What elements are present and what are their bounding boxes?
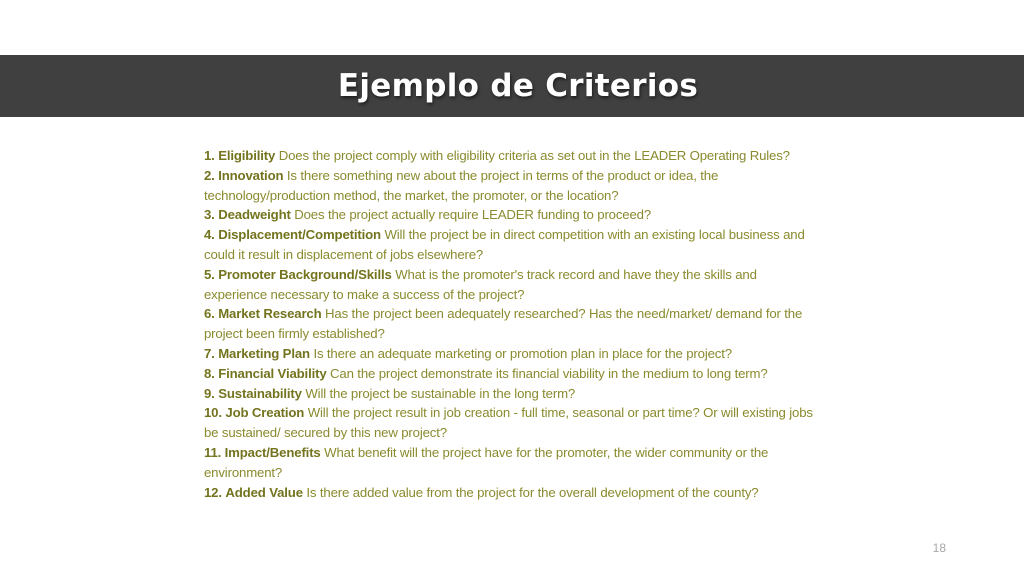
criterion-item	[204, 403, 814, 443]
slide-title: Ejemplo de Criterios	[337, 68, 699, 104]
criterion-number: 10.	[204, 405, 222, 421]
title-bar	[0, 55, 1024, 117]
criterion-heading: Marketing Plan	[218, 345, 310, 361]
criterion-text: Is there something new about the project in terms of the product or idea, the technology/production method, the market, the promoter, or the location?	[204, 167, 719, 203]
criterion-number: 12.	[204, 484, 222, 500]
criterion-number: 7.	[204, 345, 215, 361]
criterion-number: 8.	[204, 365, 215, 381]
criterion-heading: Displacement/Competition	[218, 227, 381, 243]
criterion-text: Does the project comply with eligibility criteria as set out in the LEADER Operating Rules?	[278, 148, 790, 163]
criterion-text: Has the project been adequately researched? Has the need/market/ demand for the project been firmly established?	[204, 306, 803, 342]
criterion-number: 3.	[204, 207, 215, 223]
criterion-item	[204, 205, 814, 225]
criterion-text: Will the project result in job creation - full time, seasonal or part time? Or will existing jobs be sustained/ secured by this new project?	[204, 405, 813, 441]
criterion-text: Can the project demonstrate its financial viability in the medium to long term?	[330, 365, 768, 381]
criterion-item	[204, 384, 814, 404]
criterion-item	[204, 166, 814, 206]
criterion-heading: Job Creation	[225, 405, 305, 421]
criterion-item	[204, 225, 814, 265]
criterion-text: Does the project actually require LEADER funding to proceed?	[294, 207, 652, 223]
criterion-text: What benefit will the project have for the promoter, the wider community or the environment?	[204, 444, 769, 480]
criterion-item	[204, 344, 814, 364]
criterion-number: 11.	[204, 444, 222, 460]
criterion-heading: Market Research	[218, 306, 322, 322]
criterion-text: Is there added value from the project for the overall development of the county?	[306, 484, 759, 500]
criterion-item	[204, 304, 814, 344]
criterion-item	[204, 443, 814, 483]
criterion-text: Will the project be sustainable in the long term?	[305, 385, 576, 401]
criterion-number: 5.	[204, 266, 215, 282]
criterion-heading: Financial Viability	[218, 365, 327, 381]
criteria-list	[204, 146, 814, 502]
criterion-heading: Added Value	[225, 484, 303, 500]
criterion-heading: Sustainability	[218, 385, 302, 401]
criterion-heading: Promoter Background/Skills	[218, 266, 392, 282]
criterion-item	[204, 483, 814, 503]
criterion-heading: Deadweight	[218, 207, 291, 223]
criterion-text: Will the project be in direct competition with an existing local business and could it result in displacement of jobs elsewhere?	[204, 227, 805, 262]
criterion-heading: Impact/Benefits	[224, 444, 321, 460]
criterion-number: 2.	[204, 167, 215, 183]
criterion-number: 9.	[204, 385, 215, 401]
criterion-text: Is there an adequate marketing or promotion plan in place for the project?	[313, 345, 732, 361]
criterion-text: What is the promoter's track record and have they the skills and experience necessary to make a success of the project?	[204, 266, 757, 302]
criterion-item	[204, 146, 814, 166]
criterion-heading: Innovation	[218, 167, 284, 183]
criterion-number: 4.	[204, 227, 215, 243]
page-number: 18	[932, 541, 946, 555]
criterion-item	[204, 265, 814, 305]
criterion-heading: Eligibility	[218, 148, 276, 163]
criterion-number: 6.	[204, 306, 215, 322]
criterion-item	[204, 364, 814, 384]
criterion-number: 1.	[204, 148, 215, 163]
